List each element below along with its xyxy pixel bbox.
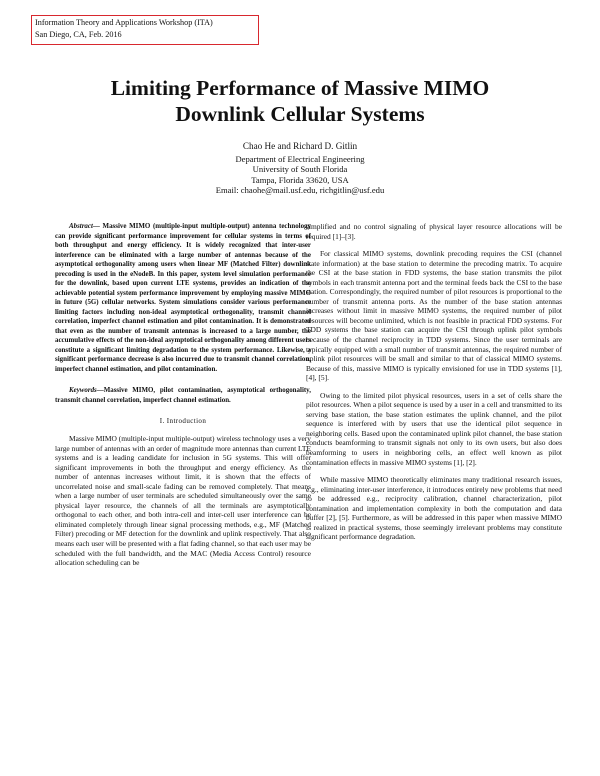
author-email: Email: chaohe@mail.usf.edu, richgitlin@usf.edu	[215, 185, 385, 196]
conference-location-date: San Diego, CA, Feb. 2016	[35, 30, 122, 39]
author-block	[120, 141, 480, 196]
right-column	[306, 222, 562, 542]
author-university: University of South Florida	[252, 164, 348, 175]
body-paragraph: Owing to the limited pilot physical resources, users in a set of cells share the pilot resources. When a pilot sequence is used by a user in a cell and transmitted to its serving base station, the base station estimates the uplink channel, and the pilot sequence is interfered with by users that use the identical pilot sequence in neighboring cells. Based upon the contaminated uplink pilot channel, the base station conducts beamforming to transmit signals not only to its own users, but also does beamforming to users in neighboring cells, an effect well known as pilot contamination effects in massive MIMO systems [1], [2].	[306, 390, 562, 467]
author-department: Department of Electrical Engineering	[235, 153, 365, 164]
keywords	[55, 386, 311, 405]
body-paragraph: While massive MIMO theoretically eliminates many traditional research issues, e.g., eliminating inter-user interference, it introduces entirely new problems that need to be addressed e.g., reciprocity calibration, channel characterization, pilot contamination and implementation complexity in both the computation and data buffer [2], [5]. Furthermore, as will be addressed in this paper when massive MIMO is realized in practical systems, those seemingly irrelevant problems may constitute significant performance degradation.	[306, 475, 562, 542]
body-paragraph: simplified and no control signaling of physical layer resource allocations will be required [1]–[3].	[306, 222, 562, 241]
abstract-text: — Massive MIMO (multiple-input multiple-output) antenna technology can provide significant performance improvement for cellular systems in terms of both throughput and energy efficiency. It is widely recognized that inter-user interference can be eliminated with a large number of antennas because of the asymptotical orthogonality among users when linear MF (Matched Filter) downlink precoding is used in the eNodeB. In this paper, system level simulation performance for the downlink, based upon current LTE systems, provides an indication of the achievable potential system performance improvement by employing massive MIMO in future (5G) cellular networks. System simulations consider various performance limiting factors including non-ideal asymptotical orthogonality, transmit channel correlation, imperfect channel estimation and pilot contamination. It is demonstrated that even as the number of transmit antennas is increased to a large number, the accumulative effects of the non-ideal asymptotical orthogonality among different users constitute a significant limiting degradation to the system performance. Likewise, a significant performance decrease is also incurred due to transmit channel correlation, imperfect channel estimation, and pilot contamination.	[55, 222, 311, 373]
abstract	[55, 222, 311, 374]
left-column	[55, 222, 311, 568]
paper-title-line-1: Limiting Performance of Massive MIMO	[110, 76, 490, 100]
paper-title	[60, 75, 540, 127]
section-heading-introduction: I. Introduction	[159, 417, 207, 425]
abstract-lead: Abstract	[69, 222, 93, 230]
paper-title-line-2: Downlink Cellular Systems	[175, 102, 425, 126]
conference-name: Information Theory and Applications Workshop (ITA)	[35, 18, 213, 27]
body-paragraph: For classical MIMO systems, downlink precoding requires the CSI (channel state information) at the base station to determine the precoding matrix. To acquire the CSI at the base station in FDD systems, the base station transmits the pilot symbols in each transmit antenna port and the terminal feeds back the CSI to the base station. Correspondingly, the required number of pilot resources is proportional to the number of transmit antenna ports. As the number of the base station antennas increases without limit in massive MIMO systems, the required number of pilot resources will become unlimited, which is not feasible in practical FDD systems. For TDD systems the base station can acquire the CSI through uplink pilot symbols because of the channel reciprocity in TDD systems. Since the user terminals are typically equipped with a small number of transmit antennas, the required number of uplink pilot resources will be small and similar to that of classical MIMO systems. Because of this, massive MIMO is typically envisioned for use in TDD systems [1], [4], [5].	[306, 249, 562, 383]
conference-header	[31, 15, 259, 45]
keywords-text: —Massive MIMO, pilot contamination, asymptotical orthogonality, transmit channel correlation, imperfect channel estimation.	[55, 386, 311, 404]
author-names: Chao He and Richard D. Gitlin	[242, 141, 358, 151]
keywords-lead: Keywords	[69, 386, 97, 394]
intro-paragraph: Massive MIMO (multiple-input multiple-output) wireless technology uses a very large number of antennas with an order of magnitude more antennas than current LTE systems and is a leading candidate for inclusion in 5G systems. This will offer significant improvements in both the throughput and energy efficiency. As the number of antennas increases without limit, it is shown that the effects of uncorrelated noise and small-scale fading can be removed completely. That means when a large number of user terminals are scheduled simultaneously over the same physical layer resource, the channels of all the terminals are asymptotically orthogonal to each other, and both intra-cell and inter-cell user interference can be eliminated completely through linear signal processing methods, e.g., MF (Matched Filter) precoding or MF detection for the downlink and uplink respectively. That also means each user will be presented with a flat fading channel, so that each user may be scheduled with the full bandwidth, and the MAC (Media Access Control) resource allocation scheduling can be	[55, 434, 311, 568]
author-city: Tampa, Florida 33620, USA	[251, 174, 349, 185]
